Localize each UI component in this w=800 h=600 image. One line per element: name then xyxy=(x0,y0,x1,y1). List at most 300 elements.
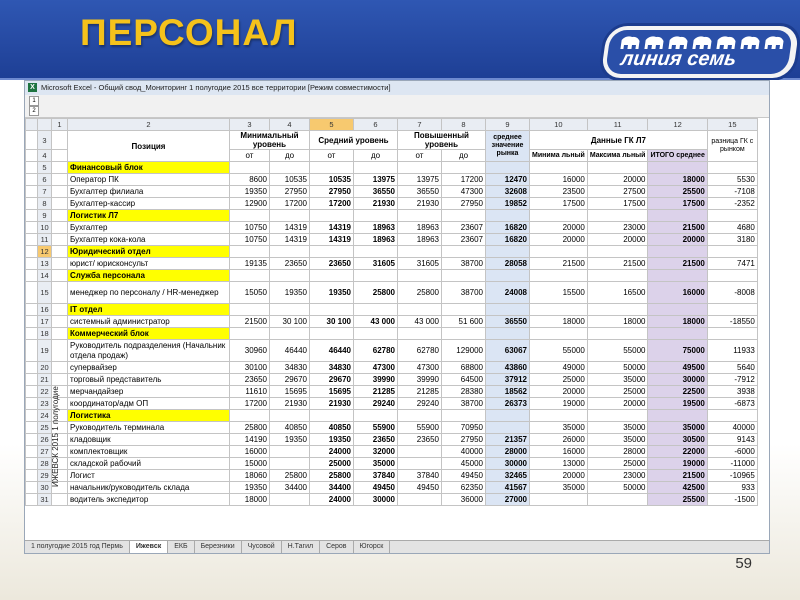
row-number[interactable]: 27 xyxy=(38,446,52,458)
row-number[interactable]: 13 xyxy=(38,258,52,270)
row-number[interactable]: 20 xyxy=(38,362,52,374)
sheet-tab[interactable]: 1 полугодие 2015 год Пермь xyxy=(25,541,130,553)
cell[interactable] xyxy=(354,270,398,282)
position-cell[interactable]: юрист/ юрисконсульт xyxy=(68,258,230,270)
value-cell[interactable]: 68800 xyxy=(442,362,486,374)
cell[interactable] xyxy=(398,410,442,422)
value-cell[interactable]: 50000 xyxy=(587,362,648,374)
cell[interactable] xyxy=(354,210,398,222)
value-cell[interactable]: 13975 xyxy=(354,174,398,186)
value-cell[interactable]: 30000 xyxy=(354,494,398,506)
value-cell[interactable]: 9143 xyxy=(707,434,757,446)
value-cell[interactable]: 17500 xyxy=(648,198,707,210)
value-cell[interactable]: 16000 xyxy=(530,174,588,186)
cell[interactable] xyxy=(270,328,310,340)
cell[interactable] xyxy=(354,328,398,340)
value-cell[interactable]: 17200 xyxy=(442,174,486,186)
position-cell[interactable]: Бухгалтер филиала xyxy=(68,186,230,198)
position-cell[interactable]: системный администратор xyxy=(68,316,230,328)
cell[interactable] xyxy=(270,210,310,222)
row-number[interactable]: 17 xyxy=(38,316,52,328)
value-cell[interactable]: -11000 xyxy=(707,458,757,470)
value-cell[interactable]: 19135 xyxy=(230,258,270,270)
value-cell[interactable]: 16500 xyxy=(587,282,648,304)
column-header[interactable]: 1 xyxy=(52,119,68,131)
value-cell[interactable]: 14319 xyxy=(270,234,310,246)
cell[interactable] xyxy=(587,246,648,258)
value-cell[interactable]: 12470 xyxy=(486,174,530,186)
row-number[interactable]: 22 xyxy=(38,386,52,398)
cell[interactable] xyxy=(486,270,530,282)
cell[interactable] xyxy=(587,304,648,316)
row-number[interactable]: 7 xyxy=(38,186,52,198)
value-cell[interactable]: 24000 xyxy=(310,446,354,458)
row-number[interactable]: 8 xyxy=(38,198,52,210)
value-cell[interactable]: 29240 xyxy=(398,398,442,410)
value-cell[interactable]: 21500 xyxy=(648,470,707,482)
value-cell[interactable]: 35000 xyxy=(587,374,648,386)
column-header-2[interactable]: 2 xyxy=(68,119,230,131)
cell[interactable] xyxy=(230,410,270,422)
value-cell[interactable]: -7108 xyxy=(707,186,757,198)
position-cell[interactable]: начальник/руководитель склада xyxy=(68,482,230,494)
cell[interactable] xyxy=(270,246,310,258)
column-header-12[interactable]: 12 xyxy=(648,119,707,131)
cell[interactable] xyxy=(398,304,442,316)
value-cell[interactable]: 14319 xyxy=(310,222,354,234)
value-cell[interactable]: 30 100 xyxy=(270,316,310,328)
value-cell[interactable]: 18963 xyxy=(398,234,442,246)
column-header-6[interactable]: 6 xyxy=(354,119,398,131)
row-number[interactable]: 12 xyxy=(38,246,52,258)
value-cell[interactable]: 15500 xyxy=(530,282,588,304)
value-cell[interactable]: 32000 xyxy=(354,446,398,458)
position-cell[interactable]: Оператор ПК xyxy=(68,174,230,186)
value-cell[interactable]: 18000 xyxy=(230,494,270,506)
value-cell[interactable]: 47300 xyxy=(442,186,486,198)
value-cell[interactable]: 18963 xyxy=(354,222,398,234)
cell[interactable] xyxy=(442,210,486,222)
value-cell[interactable] xyxy=(398,494,442,506)
value-cell[interactable]: -1500 xyxy=(707,494,757,506)
value-cell[interactable]: 35000 xyxy=(587,434,648,446)
value-cell[interactable]: 21500 xyxy=(530,258,588,270)
position-cell[interactable]: торговый представитель xyxy=(68,374,230,386)
cell[interactable] xyxy=(398,210,442,222)
value-cell[interactable]: 10750 xyxy=(230,222,270,234)
value-cell[interactable]: 55000 xyxy=(587,340,648,362)
value-cell[interactable] xyxy=(270,494,310,506)
value-cell[interactable]: 35000 xyxy=(587,422,648,434)
cell[interactable] xyxy=(270,410,310,422)
value-cell[interactable]: 23500 xyxy=(530,186,588,198)
row-number[interactable]: 24 xyxy=(38,410,52,422)
position-cell[interactable]: супервайзер xyxy=(68,362,230,374)
value-cell[interactable]: 21930 xyxy=(310,398,354,410)
value-cell[interactable]: 3180 xyxy=(707,234,757,246)
cell[interactable] xyxy=(587,162,648,174)
cell[interactable] xyxy=(587,410,648,422)
row-number[interactable]: 19 xyxy=(38,340,52,362)
value-cell[interactable]: 15695 xyxy=(270,386,310,398)
value-cell[interactable]: 20000 xyxy=(530,234,588,246)
value-cell[interactable]: 30 100 xyxy=(310,316,354,328)
row-number[interactable]: 4 xyxy=(38,150,52,162)
value-cell[interactable]: 49000 xyxy=(530,362,588,374)
value-cell[interactable]: 8600 xyxy=(230,174,270,186)
value-cell[interactable]: 14190 xyxy=(230,434,270,446)
cell[interactable] xyxy=(398,270,442,282)
value-cell[interactable]: 49450 xyxy=(354,482,398,494)
value-cell[interactable]: 39990 xyxy=(398,374,442,386)
value-cell[interactable]: 32465 xyxy=(486,470,530,482)
outline-level-1-button[interactable]: 1 xyxy=(29,96,39,106)
value-cell[interactable]: 27950 xyxy=(442,198,486,210)
value-cell[interactable]: 21500 xyxy=(230,316,270,328)
value-cell[interactable]: 18000 xyxy=(587,316,648,328)
value-cell[interactable]: 23000 xyxy=(587,470,648,482)
column-header-4[interactable]: 4 xyxy=(270,119,310,131)
cell[interactable] xyxy=(398,246,442,258)
value-cell[interactable]: 21357 xyxy=(486,434,530,446)
position-cell[interactable]: координатор/адм ОП xyxy=(68,398,230,410)
value-cell[interactable]: 17500 xyxy=(530,198,588,210)
value-cell[interactable]: 23607 xyxy=(442,234,486,246)
row-number[interactable]: 28 xyxy=(38,458,52,470)
value-cell[interactable]: 43 000 xyxy=(398,316,442,328)
value-cell[interactable]: 36550 xyxy=(398,186,442,198)
value-cell[interactable]: 25800 xyxy=(230,422,270,434)
row-number[interactable]: 30 xyxy=(38,482,52,494)
position-cell[interactable]: комплектовщик xyxy=(68,446,230,458)
sheet-tab[interactable]: Ижевск xyxy=(130,541,168,553)
value-cell[interactable]: 15050 xyxy=(230,282,270,304)
value-cell[interactable]: 55900 xyxy=(354,422,398,434)
value-cell[interactable]: 23650 xyxy=(270,258,310,270)
value-cell[interactable]: 19350 xyxy=(230,186,270,198)
cell[interactable] xyxy=(230,328,270,340)
position-cell[interactable]: водитель экспедитор xyxy=(68,494,230,506)
value-cell[interactable]: 62780 xyxy=(398,340,442,362)
value-cell[interactable]: 63067 xyxy=(486,340,530,362)
position-cell[interactable]: менеджер по персоналу / HR-менеджер xyxy=(68,282,230,304)
value-cell[interactable]: 23650 xyxy=(398,434,442,446)
value-cell[interactable]: 49450 xyxy=(442,470,486,482)
value-cell[interactable]: 20000 xyxy=(530,222,588,234)
value-cell[interactable] xyxy=(587,494,648,506)
value-cell[interactable]: 23650 xyxy=(230,374,270,386)
value-cell[interactable]: 5530 xyxy=(707,174,757,186)
value-cell[interactable]: 16000 xyxy=(230,446,270,458)
cell[interactable] xyxy=(486,304,530,316)
value-cell[interactable]: 28000 xyxy=(587,446,648,458)
value-cell[interactable]: 28000 xyxy=(486,446,530,458)
value-cell[interactable]: 47300 xyxy=(354,362,398,374)
value-cell[interactable]: 26373 xyxy=(486,398,530,410)
value-cell[interactable]: 11610 xyxy=(230,386,270,398)
value-cell[interactable]: 18963 xyxy=(398,222,442,234)
value-cell[interactable]: 23607 xyxy=(442,222,486,234)
cell[interactable] xyxy=(530,304,588,316)
cell[interactable] xyxy=(310,410,354,422)
cell[interactable] xyxy=(486,246,530,258)
cell[interactable] xyxy=(648,162,707,174)
sheet-tab[interactable]: Н.Тагил xyxy=(282,541,320,553)
value-cell[interactable]: 19500 xyxy=(648,398,707,410)
cell[interactable] xyxy=(530,270,588,282)
cell[interactable] xyxy=(648,304,707,316)
cell[interactable] xyxy=(230,304,270,316)
position-cell[interactable]: Бухгалтер xyxy=(68,222,230,234)
value-cell[interactable]: 19350 xyxy=(310,282,354,304)
cell[interactable] xyxy=(354,304,398,316)
row-number[interactable]: 9 xyxy=(38,210,52,222)
cell[interactable] xyxy=(230,246,270,258)
value-cell[interactable]: -2352 xyxy=(707,198,757,210)
value-cell[interactable]: 19350 xyxy=(270,282,310,304)
sheet-tab[interactable]: Чусовой xyxy=(242,541,282,553)
cell[interactable] xyxy=(230,162,270,174)
cell[interactable] xyxy=(486,328,530,340)
value-cell[interactable]: 47300 xyxy=(398,362,442,374)
cell[interactable] xyxy=(310,328,354,340)
value-cell[interactable]: 30100 xyxy=(230,362,270,374)
value-cell[interactable]: 49500 xyxy=(648,362,707,374)
value-cell[interactable]: 14319 xyxy=(310,234,354,246)
value-cell[interactable]: 25500 xyxy=(648,494,707,506)
value-cell[interactable]: 64500 xyxy=(442,374,486,386)
value-cell[interactable]: 35000 xyxy=(354,458,398,470)
value-cell[interactable]: 20000 xyxy=(530,386,588,398)
position-cell[interactable]: кладовщик xyxy=(68,434,230,446)
cell[interactable] xyxy=(230,210,270,222)
value-cell[interactable]: 19350 xyxy=(270,434,310,446)
value-cell[interactable]: 4680 xyxy=(707,222,757,234)
cell[interactable] xyxy=(707,162,757,174)
section-label[interactable]: Юридический отдел xyxy=(68,246,230,258)
row-number[interactable]: 31 xyxy=(38,494,52,506)
value-cell[interactable]: 10535 xyxy=(310,174,354,186)
corner-cell[interactable] xyxy=(26,119,38,131)
value-cell[interactable]: 10750 xyxy=(230,234,270,246)
value-cell[interactable]: 20000 xyxy=(648,234,707,246)
value-cell[interactable]: 21930 xyxy=(270,398,310,410)
value-cell[interactable]: 35000 xyxy=(530,482,588,494)
value-cell[interactable]: 27500 xyxy=(587,186,648,198)
cell[interactable] xyxy=(310,162,354,174)
cell[interactable] xyxy=(310,270,354,282)
cell[interactable] xyxy=(270,270,310,282)
value-cell[interactable]: 18963 xyxy=(354,234,398,246)
column-header-11[interactable]: 11 xyxy=(587,119,648,131)
value-cell[interactable]: 24008 xyxy=(486,282,530,304)
value-cell[interactable]: 25800 xyxy=(310,470,354,482)
row-number[interactable]: 11 xyxy=(38,234,52,246)
value-cell[interactable]: 43 000 xyxy=(354,316,398,328)
value-cell[interactable]: 36550 xyxy=(354,186,398,198)
value-cell[interactable]: 31605 xyxy=(398,258,442,270)
value-cell[interactable]: 20000 xyxy=(587,398,648,410)
cell[interactable] xyxy=(398,328,442,340)
value-cell[interactable]: 49450 xyxy=(398,482,442,494)
cell[interactable] xyxy=(648,410,707,422)
value-cell[interactable]: 41567 xyxy=(486,482,530,494)
cell[interactable] xyxy=(587,210,648,222)
sheet-tab[interactable]: Югорск xyxy=(354,541,391,553)
value-cell[interactable]: 40000 xyxy=(442,446,486,458)
cell[interactable] xyxy=(354,162,398,174)
value-cell[interactable]: 13975 xyxy=(398,174,442,186)
cell[interactable] xyxy=(587,328,648,340)
value-cell[interactable]: 16000 xyxy=(530,446,588,458)
section-label[interactable]: Коммерческий блок xyxy=(68,328,230,340)
value-cell[interactable]: 25000 xyxy=(587,458,648,470)
value-cell[interactable]: 34400 xyxy=(310,482,354,494)
column-header-5[interactable]: 5 xyxy=(310,119,354,131)
sheet-tab[interactable]: Березники xyxy=(195,541,242,553)
cell[interactable] xyxy=(270,162,310,174)
cell[interactable] xyxy=(442,410,486,422)
cell[interactable] xyxy=(486,162,530,174)
value-cell[interactable]: 17200 xyxy=(310,198,354,210)
value-cell[interactable]: 40000 xyxy=(707,422,757,434)
cell[interactable] xyxy=(530,410,588,422)
value-cell[interactable]: 14319 xyxy=(270,222,310,234)
outline-level-2-button[interactable]: 2 xyxy=(29,106,39,116)
row-number[interactable]: 29 xyxy=(38,470,52,482)
cell[interactable] xyxy=(442,162,486,174)
row-number[interactable]: 3 xyxy=(38,131,52,150)
value-cell[interactable]: 38700 xyxy=(442,258,486,270)
value-cell[interactable]: 34830 xyxy=(270,362,310,374)
value-cell[interactable]: 37912 xyxy=(486,374,530,386)
value-cell[interactable]: -7912 xyxy=(707,374,757,386)
row-number[interactable]: 15 xyxy=(38,282,52,304)
cell[interactable] xyxy=(707,410,757,422)
value-cell[interactable]: 23650 xyxy=(354,434,398,446)
value-cell[interactable]: 25500 xyxy=(648,186,707,198)
position-cell[interactable]: Руководитель терминала xyxy=(68,422,230,434)
value-cell[interactable]: 31605 xyxy=(354,258,398,270)
value-cell[interactable]: 30960 xyxy=(230,340,270,362)
section-label[interactable]: Служба персонала xyxy=(68,270,230,282)
value-cell[interactable]: 21285 xyxy=(354,386,398,398)
value-cell[interactable]: 129000 xyxy=(442,340,486,362)
column-header-10[interactable]: 10 xyxy=(530,119,588,131)
value-cell[interactable]: 10535 xyxy=(270,174,310,186)
value-cell[interactable]: 62350 xyxy=(442,482,486,494)
section-label[interactable]: Финансовый блок xyxy=(68,162,230,174)
value-cell[interactable]: 42500 xyxy=(648,482,707,494)
value-cell[interactable] xyxy=(398,446,442,458)
value-cell[interactable]: 18060 xyxy=(230,470,270,482)
cell[interactable] xyxy=(707,270,757,282)
cell[interactable] xyxy=(648,210,707,222)
value-cell[interactable]: 35000 xyxy=(648,422,707,434)
value-cell[interactable]: 19000 xyxy=(648,458,707,470)
value-cell[interactable]: 16820 xyxy=(486,234,530,246)
cell[interactable] xyxy=(442,328,486,340)
value-cell[interactable]: -8008 xyxy=(707,282,757,304)
column-header-15[interactable]: 15 xyxy=(707,119,757,131)
cell[interactable] xyxy=(442,246,486,258)
section-label[interactable]: IT отдел xyxy=(68,304,230,316)
value-cell[interactable]: 29670 xyxy=(270,374,310,386)
cell[interactable] xyxy=(230,270,270,282)
position-cell[interactable]: мерчандайзер xyxy=(68,386,230,398)
row-number[interactable]: 14 xyxy=(38,270,52,282)
row-number[interactable]: 23 xyxy=(38,398,52,410)
value-cell[interactable]: -18550 xyxy=(707,316,757,328)
cell[interactable] xyxy=(486,210,530,222)
position-cell[interactable]: Руководитель подразделения (Начальник отдела продаж) xyxy=(68,340,230,362)
value-cell[interactable]: 17200 xyxy=(230,398,270,410)
value-cell[interactable]: 20000 xyxy=(530,470,588,482)
value-cell[interactable]: 55000 xyxy=(530,340,588,362)
position-cell[interactable]: Логист xyxy=(68,470,230,482)
cell[interactable] xyxy=(442,304,486,316)
cell[interactable] xyxy=(648,246,707,258)
value-cell[interactable]: 16000 xyxy=(648,282,707,304)
value-cell[interactable]: 40850 xyxy=(270,422,310,434)
value-cell[interactable]: 23000 xyxy=(587,222,648,234)
value-cell[interactable]: 36550 xyxy=(486,316,530,328)
column-header-7[interactable]: 7 xyxy=(398,119,442,131)
column-header-9[interactable]: 9 xyxy=(486,119,530,131)
value-cell[interactable]: 19852 xyxy=(486,198,530,210)
value-cell[interactable]: 7471 xyxy=(707,258,757,270)
cell[interactable] xyxy=(587,270,648,282)
row-number[interactable]: 5 xyxy=(38,162,52,174)
cell[interactable] xyxy=(310,304,354,316)
cell[interactable] xyxy=(310,246,354,258)
row-number[interactable]: 10 xyxy=(38,222,52,234)
cell[interactable] xyxy=(530,162,588,174)
value-cell[interactable]: 27950 xyxy=(310,186,354,198)
cell[interactable] xyxy=(310,210,354,222)
value-cell[interactable] xyxy=(270,458,310,470)
cell[interactable] xyxy=(398,162,442,174)
position-cell[interactable]: складской рабочий xyxy=(68,458,230,470)
value-cell[interactable]: 3938 xyxy=(707,386,757,398)
value-cell[interactable]: 29240 xyxy=(354,398,398,410)
value-cell[interactable]: 37840 xyxy=(354,470,398,482)
value-cell[interactable]: 933 xyxy=(707,482,757,494)
value-cell[interactable]: 30000 xyxy=(486,458,530,470)
value-cell[interactable]: 51 600 xyxy=(442,316,486,328)
value-cell[interactable]: -10965 xyxy=(707,470,757,482)
cell[interactable] xyxy=(707,210,757,222)
section-label[interactable]: Логистик Л7 xyxy=(68,210,230,222)
value-cell[interactable]: 19350 xyxy=(310,434,354,446)
value-cell[interactable]: -6873 xyxy=(707,398,757,410)
value-cell[interactable]: 21500 xyxy=(648,222,707,234)
cell[interactable] xyxy=(354,246,398,258)
value-cell[interactable]: 27950 xyxy=(442,434,486,446)
section-label[interactable]: Логистика xyxy=(68,410,230,422)
row-number[interactable]: 26 xyxy=(38,434,52,446)
value-cell[interactable]: -6000 xyxy=(707,446,757,458)
value-cell[interactable]: 21285 xyxy=(398,386,442,398)
value-cell[interactable]: 45000 xyxy=(442,458,486,470)
value-cell[interactable]: 25000 xyxy=(587,386,648,398)
cell[interactable] xyxy=(270,304,310,316)
value-cell[interactable]: 26000 xyxy=(530,434,588,446)
value-cell[interactable]: 17500 xyxy=(587,198,648,210)
value-cell[interactable]: 18000 xyxy=(648,174,707,186)
value-cell[interactable]: 28380 xyxy=(442,386,486,398)
value-cell[interactable]: 18000 xyxy=(648,316,707,328)
